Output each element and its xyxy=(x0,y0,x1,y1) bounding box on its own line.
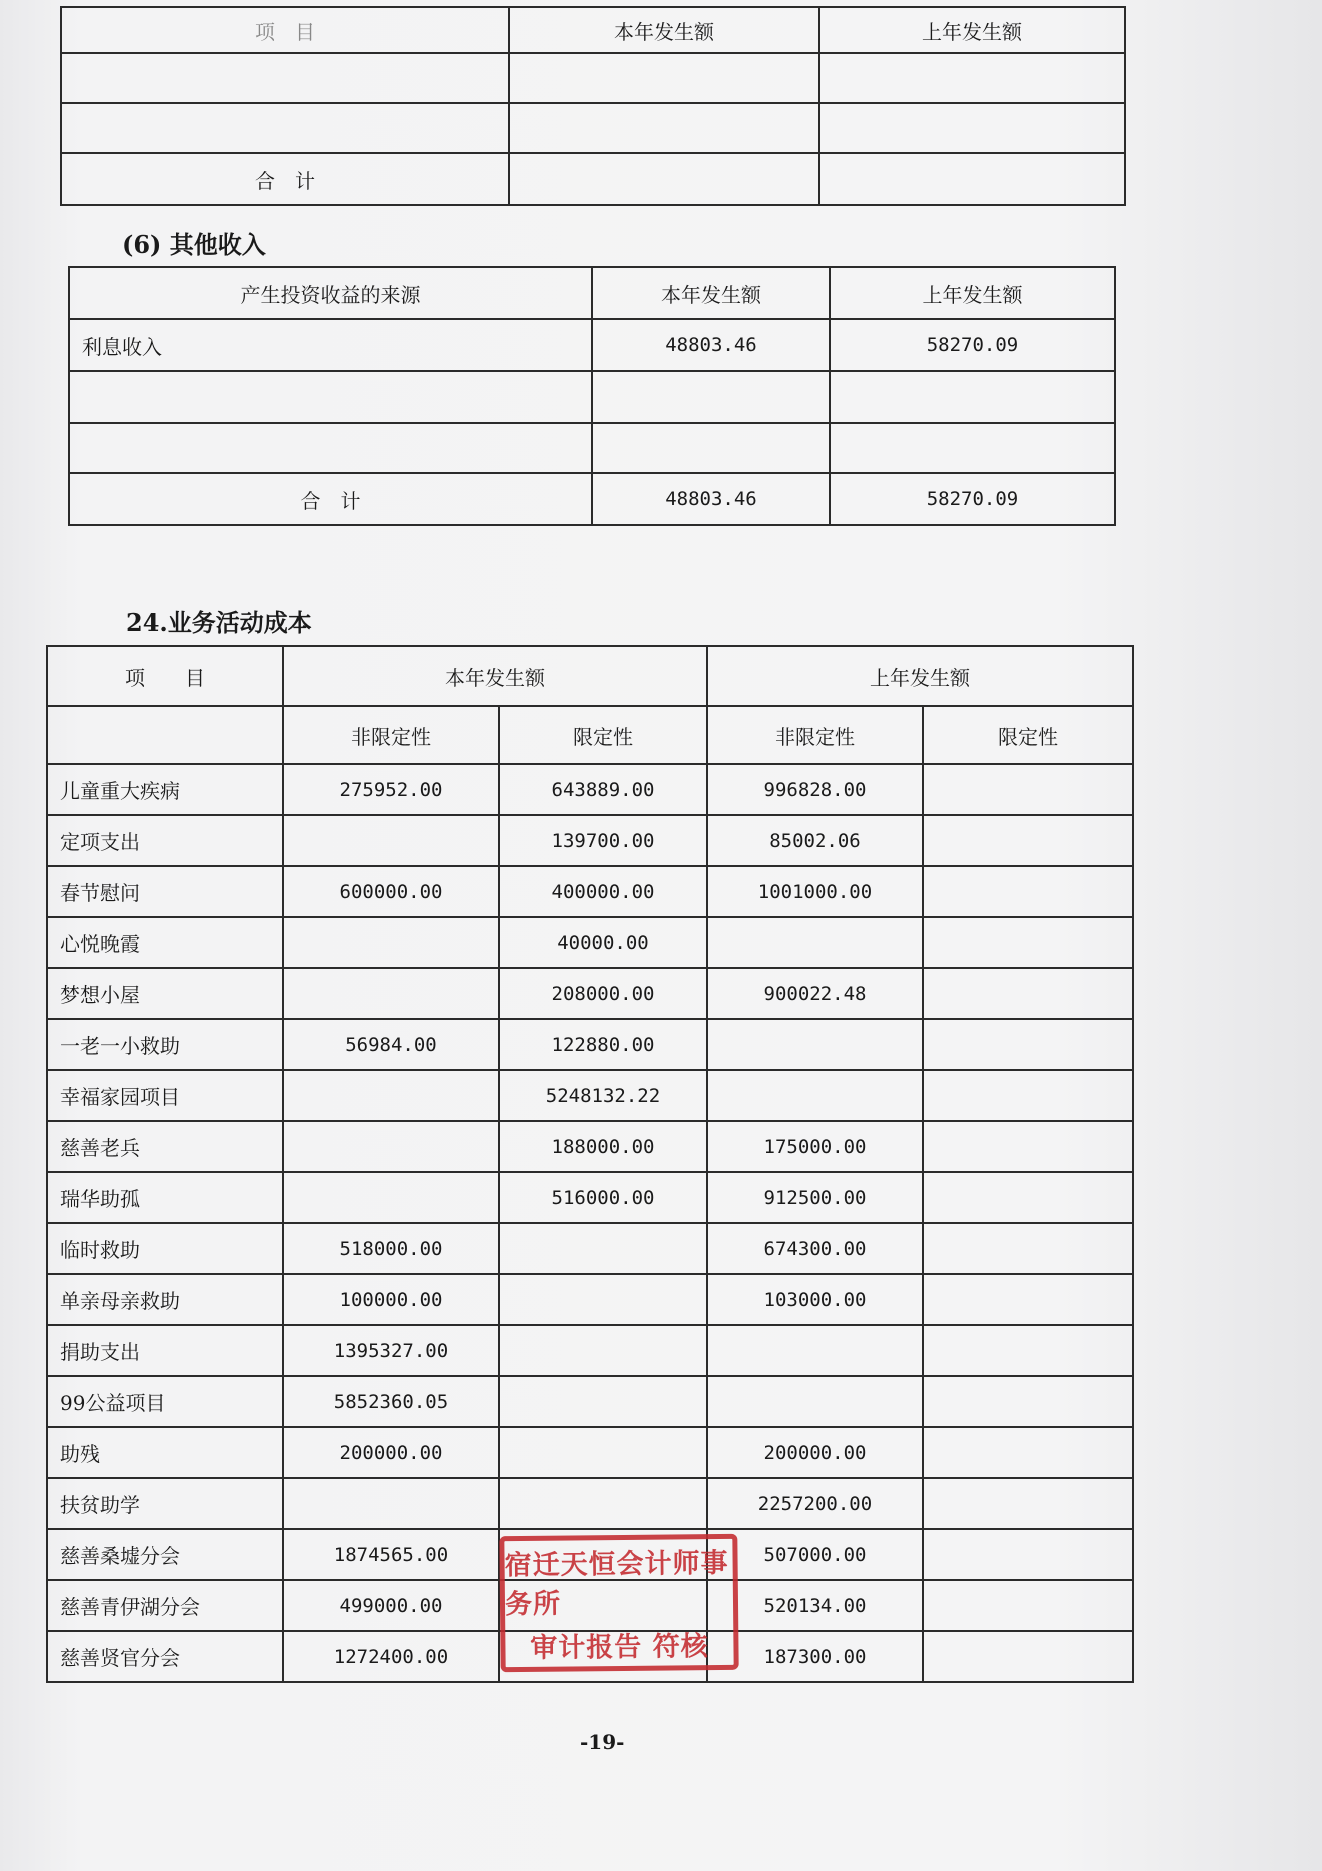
top-table-header-item: 项 目 xyxy=(61,7,509,53)
row-value: 187300.00 xyxy=(707,1631,923,1682)
row-value xyxy=(923,1019,1133,1070)
business-cost-header-item: 项 目 xyxy=(47,646,283,706)
row-value xyxy=(499,1376,707,1427)
row-label: 助残 xyxy=(47,1427,283,1478)
other-income-header-current: 本年发生额 xyxy=(592,267,830,319)
row-value xyxy=(283,815,499,866)
table-row xyxy=(47,1172,1133,1223)
row-value xyxy=(499,1478,707,1529)
row-value: 516000.00 xyxy=(499,1172,707,1223)
top-table-header-current: 本年发生额 xyxy=(509,7,819,53)
row-label: 儿童重大疾病 xyxy=(47,764,283,815)
table-row xyxy=(47,1223,1133,1274)
row-label: 定项支出 xyxy=(47,815,283,866)
row-label: 心悦晚霞 xyxy=(47,917,283,968)
row-value xyxy=(707,1019,923,1070)
row-label: 慈善青伊湖分会 xyxy=(47,1580,283,1631)
table-row xyxy=(47,968,1133,1019)
other-income-title: (6) 其他收入 xyxy=(122,230,266,259)
row-value xyxy=(283,1172,499,1223)
row-value: 507000.00 xyxy=(707,1529,923,1580)
top-table-header-prior: 上年发生额 xyxy=(819,7,1125,53)
sub-header-current-unrestricted: 非限定性 xyxy=(283,706,499,764)
row-value: 996828.00 xyxy=(707,764,923,815)
row-value xyxy=(923,1376,1133,1427)
row-value xyxy=(499,1223,707,1274)
row-value: 1874565.00 xyxy=(283,1529,499,1580)
row-value: 200000.00 xyxy=(707,1427,923,1478)
row-value xyxy=(707,917,923,968)
other-income-header-prior: 上年发生额 xyxy=(830,267,1115,319)
other-income-row-prior: 58270.09 xyxy=(830,319,1115,371)
row-value xyxy=(923,968,1133,1019)
row-value xyxy=(923,815,1133,866)
row-value xyxy=(283,968,499,1019)
row-value: 5248132.22 xyxy=(499,1070,707,1121)
row-value: 2257200.00 xyxy=(707,1478,923,1529)
table-row xyxy=(47,815,1133,866)
business-cost-header-prior: 上年发生额 xyxy=(707,646,1133,706)
row-value xyxy=(707,1070,923,1121)
row-value: 499000.00 xyxy=(283,1580,499,1631)
table-row xyxy=(47,917,1133,968)
row-value xyxy=(283,1478,499,1529)
row-value: 275952.00 xyxy=(283,764,499,815)
row-value: 188000.00 xyxy=(499,1121,707,1172)
table-row xyxy=(47,1325,1133,1376)
row-value xyxy=(923,866,1133,917)
row-value: 518000.00 xyxy=(283,1223,499,1274)
row-value: 5852360.05 xyxy=(283,1376,499,1427)
sub-header-prior-restricted: 限定性 xyxy=(923,706,1133,764)
row-value: 600000.00 xyxy=(283,866,499,917)
row-value xyxy=(923,1631,1133,1682)
row-value: 139700.00 xyxy=(499,815,707,866)
row-label: 一老一小救助 xyxy=(47,1019,283,1070)
row-value: 85002.06 xyxy=(707,815,923,866)
row-value: 912500.00 xyxy=(707,1172,923,1223)
stamp-line-1: 宿迁天恒会计师事务所 xyxy=(504,1548,729,1621)
row-label: 慈善老兵 xyxy=(47,1121,283,1172)
row-value xyxy=(923,1070,1133,1121)
row-value xyxy=(707,1376,923,1427)
row-value xyxy=(707,1325,923,1376)
row-value: 200000.00 xyxy=(283,1427,499,1478)
table-row xyxy=(47,866,1133,917)
row-value: 100000.00 xyxy=(283,1274,499,1325)
table-row xyxy=(47,1478,1133,1529)
table-row xyxy=(47,764,1133,815)
row-label: 春节慰问 xyxy=(47,866,283,917)
other-income-total-current: 48803.46 xyxy=(592,473,830,525)
top-table-total-label: 合 计 xyxy=(61,153,509,205)
row-value xyxy=(283,917,499,968)
row-value: 520134.00 xyxy=(707,1580,923,1631)
row-label: 慈善桑墟分会 xyxy=(47,1529,283,1580)
row-value xyxy=(923,1121,1133,1172)
other-income-total-prior: 58270.09 xyxy=(830,473,1115,525)
table-row xyxy=(47,1376,1133,1427)
row-label: 慈善贤官分会 xyxy=(47,1631,283,1682)
other-income-total-label: 合 计 xyxy=(69,473,592,525)
row-value xyxy=(283,1121,499,1172)
row-value: 1395327.00 xyxy=(283,1325,499,1376)
row-value: 56984.00 xyxy=(283,1019,499,1070)
other-income-row-label: 利息收入 xyxy=(69,319,592,371)
other-income-table xyxy=(68,266,1116,526)
business-cost-title: 24.业务活动成本 xyxy=(126,608,312,637)
row-value xyxy=(923,1223,1133,1274)
sub-header-current-restricted: 限定性 xyxy=(499,706,707,764)
row-value xyxy=(923,1274,1133,1325)
audit-stamp xyxy=(499,1534,738,1672)
row-value xyxy=(923,917,1133,968)
stamp-line-2: 审计报告 符核 xyxy=(530,1630,709,1664)
table-row xyxy=(47,1070,1133,1121)
row-value: 900022.48 xyxy=(707,968,923,1019)
row-value: 643889.00 xyxy=(499,764,707,815)
other-income-header-source: 产生投资收益的来源 xyxy=(69,267,592,319)
row-value xyxy=(923,764,1133,815)
table-row xyxy=(47,1019,1133,1070)
row-value xyxy=(923,1580,1133,1631)
row-value xyxy=(923,1325,1133,1376)
row-label: 临时救助 xyxy=(47,1223,283,1274)
business-cost-table xyxy=(46,645,1134,1683)
top-table xyxy=(60,6,1126,206)
row-value xyxy=(923,1529,1133,1580)
row-label: 幸福家园项目 xyxy=(47,1070,283,1121)
row-label: 捐助支出 xyxy=(47,1325,283,1376)
table-row xyxy=(47,1121,1133,1172)
row-value xyxy=(499,1427,707,1478)
row-value: 40000.00 xyxy=(499,917,707,968)
row-label: 单亲母亲救助 xyxy=(47,1274,283,1325)
row-value xyxy=(923,1427,1133,1478)
row-value: 400000.00 xyxy=(499,866,707,917)
sub-header-prior-unrestricted: 非限定性 xyxy=(707,706,923,764)
page-number: -19- xyxy=(580,1730,625,1754)
row-value: 175000.00 xyxy=(707,1121,923,1172)
row-value xyxy=(923,1172,1133,1223)
row-value xyxy=(283,1070,499,1121)
table-row xyxy=(47,1427,1133,1478)
row-value: 208000.00 xyxy=(499,968,707,1019)
row-value: 674300.00 xyxy=(707,1223,923,1274)
row-value xyxy=(499,1325,707,1376)
row-value xyxy=(499,1274,707,1325)
row-value: 103000.00 xyxy=(707,1274,923,1325)
table-row xyxy=(47,1274,1133,1325)
row-label: 扶贫助学 xyxy=(47,1478,283,1529)
row-value: 1001000.00 xyxy=(707,866,923,917)
row-label: 瑞华助孤 xyxy=(47,1172,283,1223)
row-value: 122880.00 xyxy=(499,1019,707,1070)
row-label: 梦想小屋 xyxy=(47,968,283,1019)
row-label: 99公益项目 xyxy=(47,1376,283,1427)
other-income-row-current: 48803.46 xyxy=(592,319,830,371)
row-value xyxy=(923,1478,1133,1529)
row-value: 1272400.00 xyxy=(283,1631,499,1682)
business-cost-header-current: 本年发生额 xyxy=(283,646,707,706)
